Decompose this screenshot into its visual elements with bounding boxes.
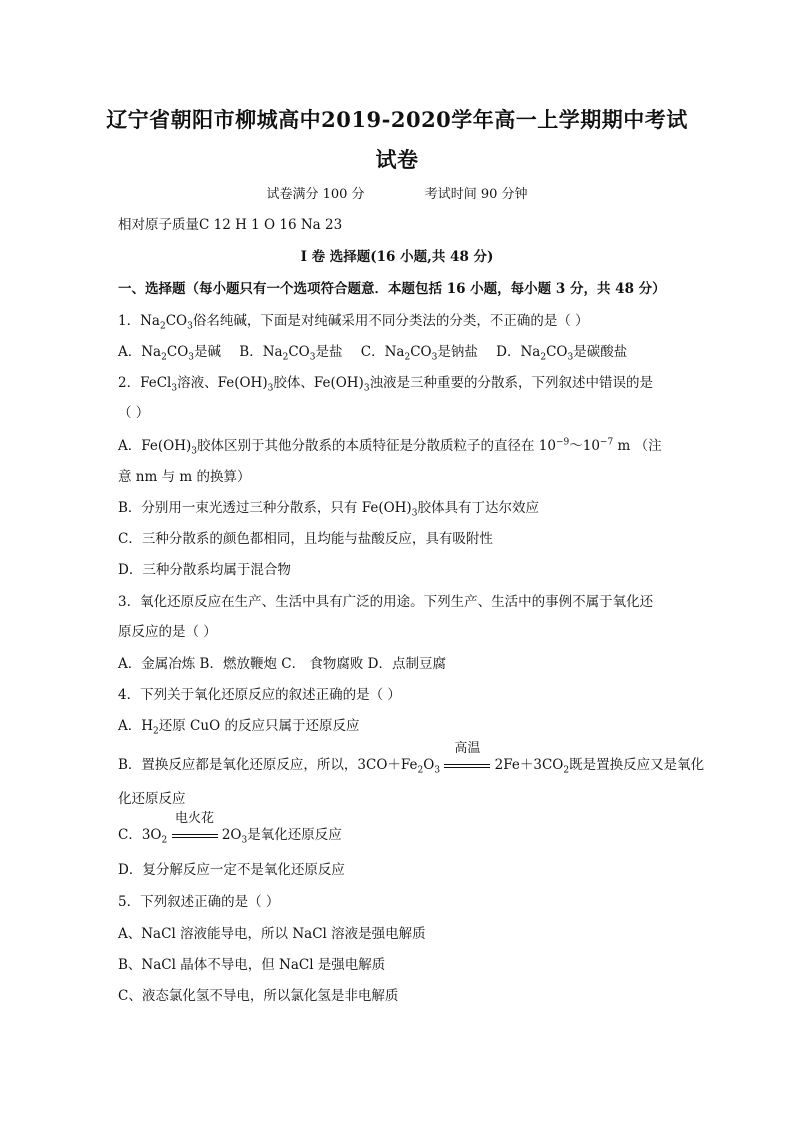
q3-stem-line1: 3．氧化还原反应在生产、生活中具有广泛的用途。下列生产、生活中的事例不属于氧化还 — [118, 594, 654, 610]
score-info: 试卷满分 100 分 — [266, 187, 365, 202]
q5-option-b: B、NaCl 晶体不导电，但 NaCl 是强电解质 — [118, 957, 386, 973]
q3-options: A．金属冶炼 B．燃放鞭炮 C． 食物腐败 D．点制豆腐 — [118, 656, 446, 672]
q4-option-b-line2: 化还原反应 — [118, 791, 186, 807]
q4-option-c: C．$3O_2$ 电火花 $2O_3$是氧化还原反应 — [118, 811, 342, 846]
q2-stem-line1: 2．FeCl$_3$溶液、$Fe(OH)_3$胶体、$Fe(OH)_3$浊液是三种重要的分散系，下列叙述中错误的是 — [118, 375, 654, 394]
q5-option-a: A、NaCl 溶液能导电，所以 NaCl 溶液是强电解质 — [118, 926, 426, 942]
q4-option-a: A．$H_2$还原 CuO 的反应只属于还原反应 — [118, 718, 360, 737]
q1-option-b: B．$Na_2CO_3$是盐 — [239, 344, 343, 363]
q1-option-a: A．$Na_2CO_3$是碱 — [118, 344, 221, 363]
time-info: 考试时间 90 分钟 — [424, 187, 528, 202]
q2-option-a-line1: A．$Fe(OH)_3$胶体区别于其他分散系的本质特征是分散质粒子的直径在 $10^{-9}\sim 10^{-7}$ m （注 — [118, 437, 662, 457]
q4-b-reaction-condition: 高温 — [444, 755, 490, 775]
exam-meta — [100, 184, 694, 206]
exam-title-line2: 试卷 — [375, 147, 419, 172]
section-header: I 卷 选择题(16 小题,共 48 分) — [300, 249, 494, 265]
q5-option-c: C、液态氯化氢不导电，所以氯化氢是非电解质 — [118, 988, 399, 1004]
q2-option-d: D．三种分散系均属于混合物 — [118, 562, 291, 578]
q4-stem: 4．下列关于氧化还原反应的叙述正确的是（ ） — [118, 687, 401, 703]
q4-c-reaction-condition: 电火花 — [172, 825, 218, 845]
q5-stem: 5．下列叙述正确的是（ ） — [118, 894, 280, 910]
q1-option-d: D．$Na_2CO_3$是碳酸盐 — [496, 344, 628, 363]
q2-option-c: C．三种分散系的颜色都相同，且均能与盐酸反应，具有吸附性 — [118, 531, 493, 547]
q4-option-d: D．复分解反应一定不是氧化还原反应 — [118, 862, 345, 878]
q3-stem-line2: 原反应的是（ ） — [118, 624, 217, 640]
exam-title-line1: 辽宁省朝阳市柳城高中2019-2020学年高一上学期期中考试 — [106, 107, 688, 132]
q4-option-b-line1: B．置换反应都是氧化还原反应，所以，$3CO+Fe_2O_3$ 高温 $2Fe+3CO_2$既是置换反应又是氧化 — [118, 741, 705, 776]
q2-option-a-line2: 意 nm 与 m 的换算） — [118, 469, 251, 485]
q2-option-b: B．分别用一束光透过三种分散系，只有 $Fe(OH)_3$胶体具有丁达尔效应 — [118, 500, 539, 519]
q1-option-c: C．$Na_2CO_3$是钠盐 — [360, 344, 478, 363]
q2-stem-line2: （ ） — [118, 405, 150, 421]
q1-stem: 1．$Na_2CO_3$俗名纯碱，下面是对纯碱采用不同分类法的分类，不正确的是（ ） — [118, 313, 589, 332]
part-header: 一、选择题（每小题只有一个选项符合题意．本题包括 16 小题，每小题 3 分，共 48 分） — [118, 281, 666, 297]
q1-options — [118, 342, 678, 362]
atomic-mass-line: 相对原子质量C 12 H 1 O 16 Na 23 — [118, 217, 343, 233]
